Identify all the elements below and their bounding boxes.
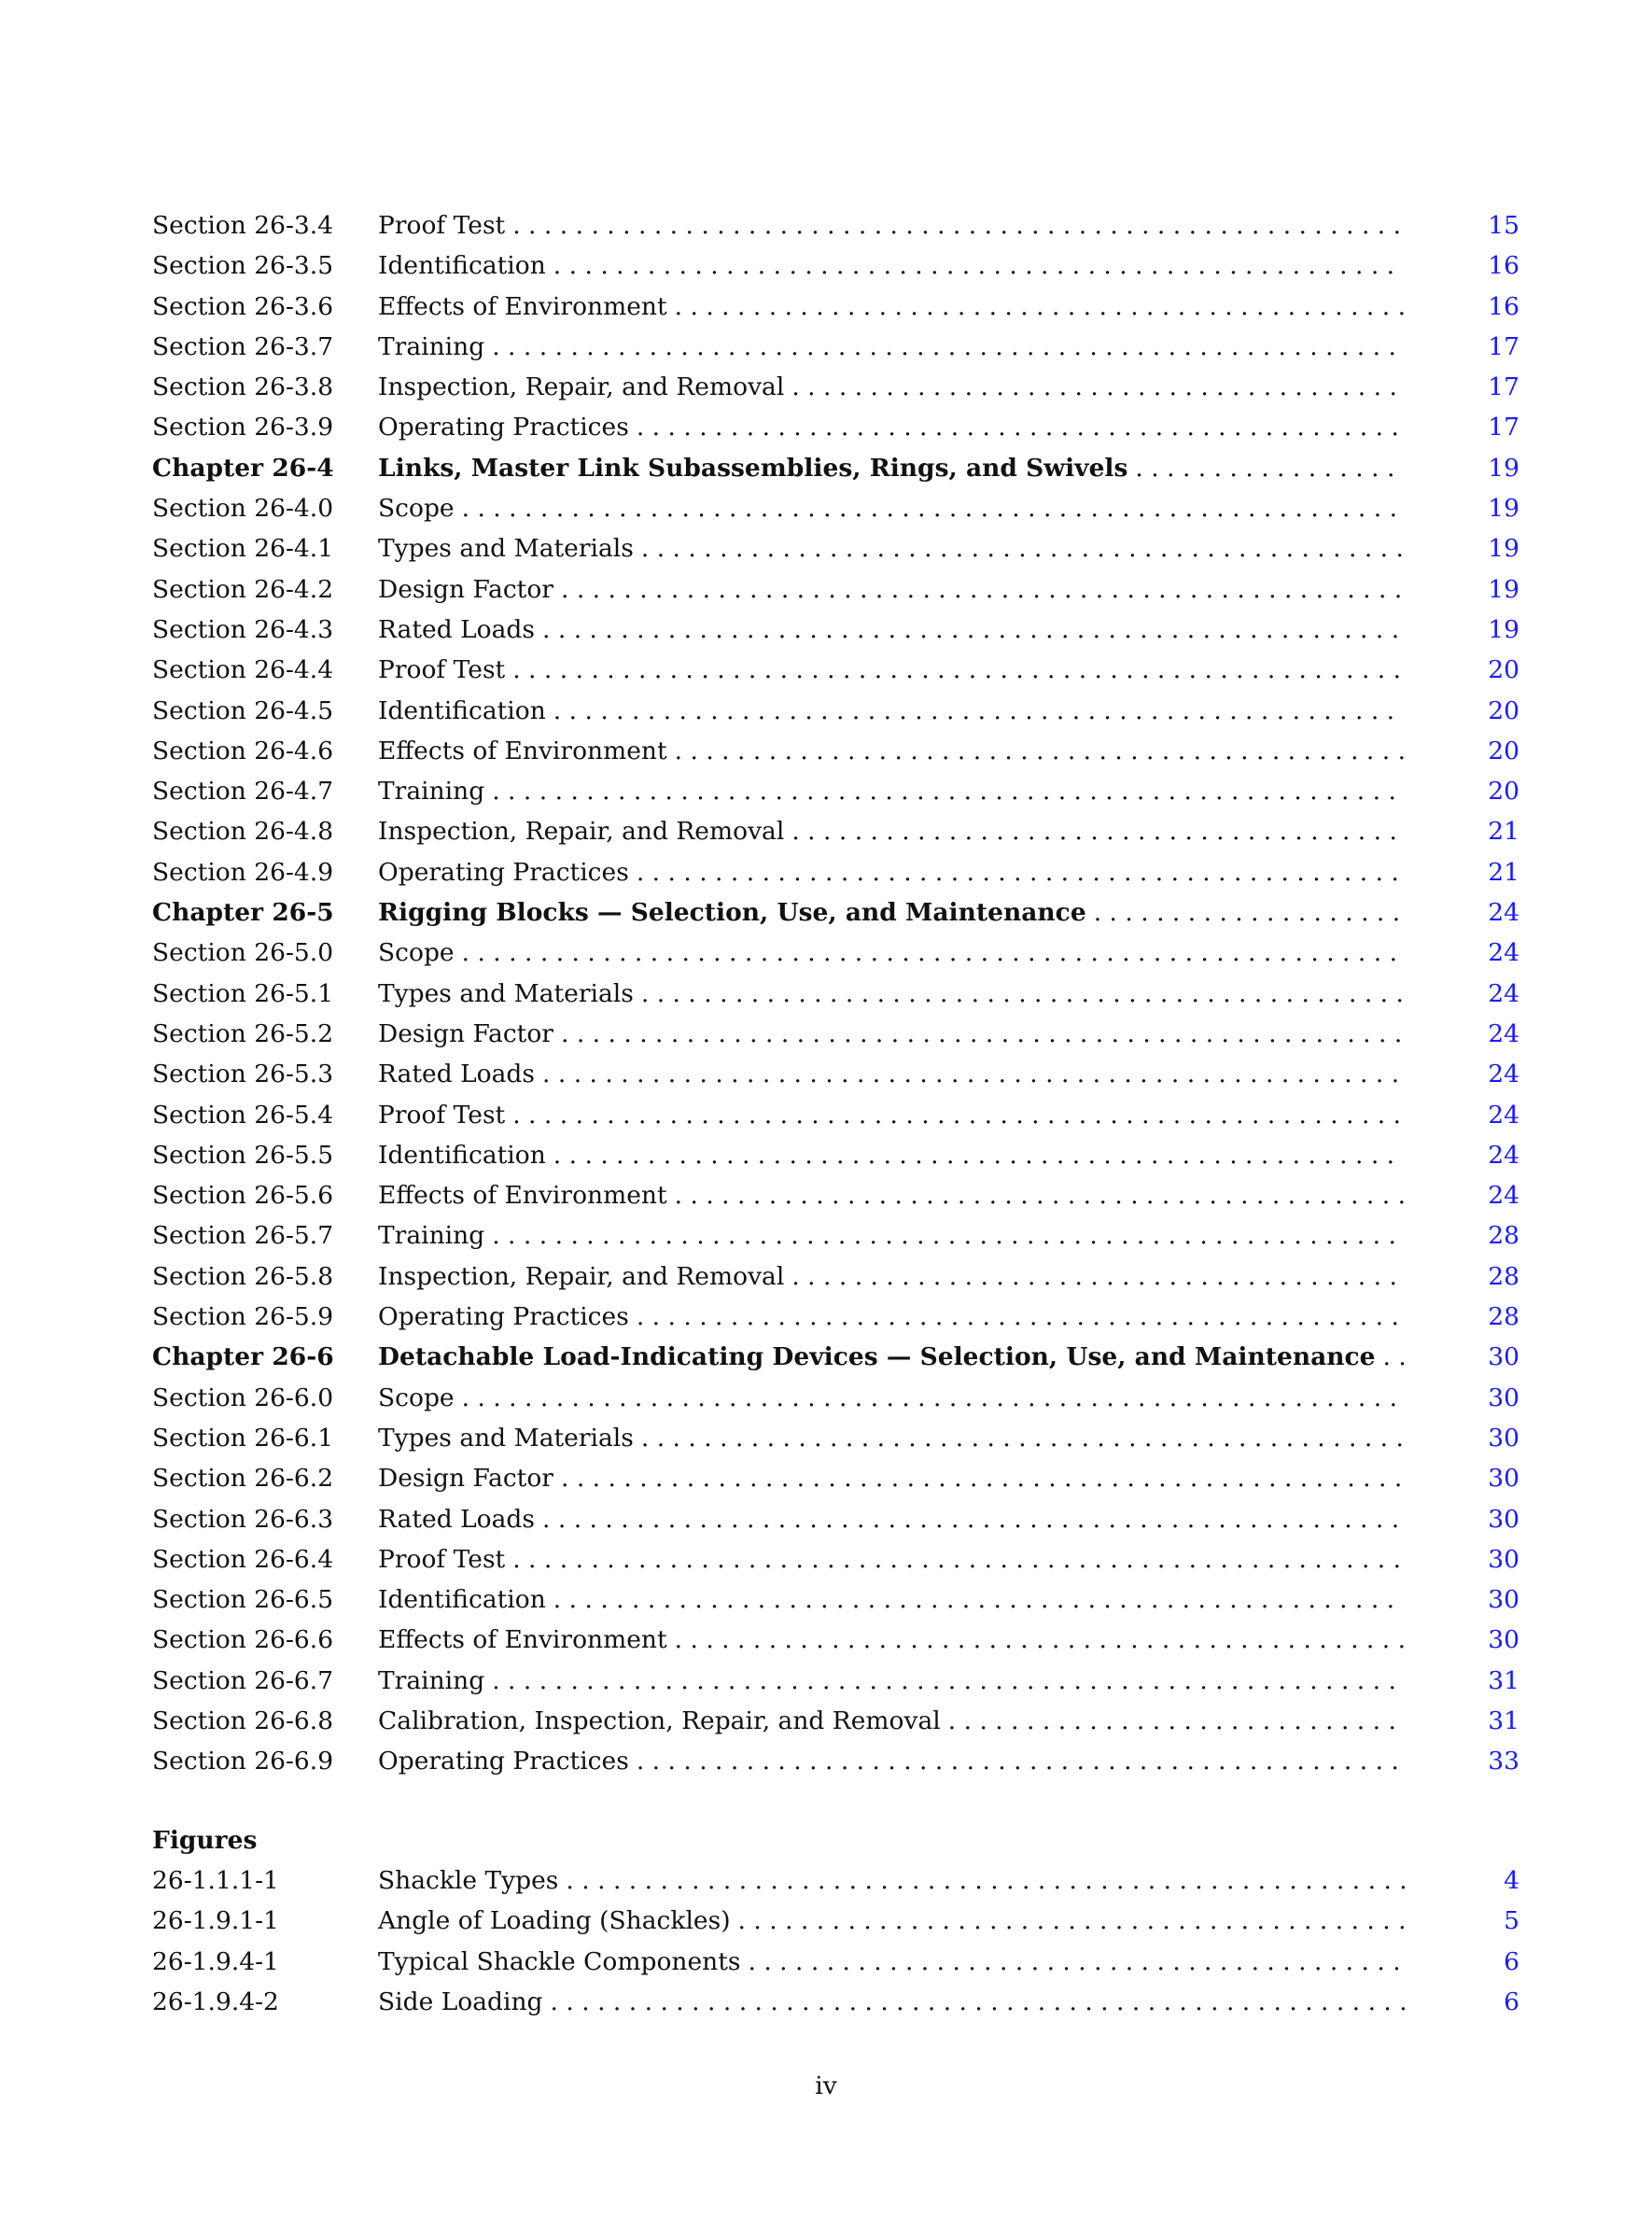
page-link[interactable]: 17: [1488, 372, 1519, 402]
entry-title: Proof Test: [378, 211, 506, 240]
dot-leader: [512, 1539, 1405, 1579]
figures-heading: Figures: [152, 1826, 258, 1855]
entry-label: Section 26-5.0: [152, 938, 334, 968]
entry-label: Chapter 26-6: [152, 1342, 334, 1372]
entry-title: Identification: [378, 1140, 546, 1170]
entry-title: Types and Materials: [378, 978, 634, 1008]
dot-leader: [637, 407, 1405, 447]
entry-title-cell: [378, 1014, 1405, 1054]
entry-title-cell: [378, 1942, 1405, 1982]
page-link[interactable]: 21: [1488, 817, 1519, 847]
entry-label: Chapter 26-4: [152, 453, 334, 483]
entry-title-cell: [378, 287, 1405, 327]
dot-leader: [561, 1458, 1405, 1498]
dot-leader: [561, 1014, 1405, 1054]
dot-leader: [641, 528, 1405, 569]
toc-row[interactable]: [152, 1135, 1519, 1175]
entry-title: Operating Practices: [378, 413, 629, 442]
dot-leader: [1094, 892, 1405, 933]
entry-title: Identification: [378, 695, 546, 725]
entry-label: Section 26-3.7: [152, 331, 334, 361]
page-link[interactable]: 24: [1488, 1060, 1519, 1089]
page-link[interactable]: 30: [1488, 1383, 1519, 1412]
toc-chapter-row[interactable]: [152, 892, 1519, 933]
page-link[interactable]: 30: [1488, 1464, 1519, 1494]
entry-title-cell: [378, 691, 1405, 731]
entry-title-cell: [378, 1215, 1405, 1256]
entry-label: 26-1.1.1-1: [152, 1866, 279, 1895]
dot-leader: [492, 771, 1405, 811]
dot-leader: [512, 650, 1405, 690]
entry-label: Section 26-5.7: [152, 1221, 334, 1251]
entry-label: Chapter 26-5: [152, 898, 334, 928]
toc-row[interactable]: [152, 1378, 1519, 1418]
entry-title: Identification: [378, 251, 546, 281]
entry-label: Section 26-6.6: [152, 1625, 334, 1655]
entry-title: Design Factor: [378, 1464, 553, 1494]
entry-label: 26-1.9.1-1: [152, 1906, 279, 1936]
entry-label: 26-1.9.4-2: [152, 1986, 279, 2016]
entry-title-cell: [378, 1860, 1405, 1901]
dot-leader: [637, 1297, 1405, 1337]
toc-row[interactable]: [152, 1860, 1519, 1901]
entry-label: Section 26-4.7: [152, 777, 334, 807]
figures-list: [152, 1860, 1519, 2022]
dot-leader: [492, 1661, 1405, 1701]
entry-title-cell: [378, 367, 1405, 407]
page-link[interactable]: 17: [1488, 413, 1519, 442]
entry-label: Section 26-3.5: [152, 251, 334, 281]
dot-leader: [553, 1135, 1405, 1175]
entry-title: Operating Practices: [378, 1747, 629, 1776]
toc-row[interactable]: [152, 811, 1519, 851]
page-link[interactable]: 15: [1488, 211, 1519, 240]
entry-title: Types and Materials: [378, 1423, 634, 1453]
dot-leader: [553, 1579, 1405, 1620]
entry-title-cell: [378, 974, 1405, 1014]
entry-title-cell: [378, 1661, 1405, 1701]
entry-label: Section 26-4.2: [152, 574, 334, 604]
entry-title: Proof Test: [378, 1544, 506, 1574]
entry-title: Typical Shackle Components: [378, 1946, 741, 1976]
entry-label: Section 26-5.8: [152, 1261, 334, 1291]
toc-row[interactable]: [152, 610, 1519, 650]
toc-row[interactable]: [152, 1297, 1519, 1337]
page-link[interactable]: 17: [1488, 331, 1519, 361]
entry-label: Section 26-5.2: [152, 1018, 334, 1048]
dot-leader: [641, 974, 1405, 1014]
page-link[interactable]: 28: [1488, 1302, 1519, 1332]
page-link[interactable]: 16: [1488, 251, 1519, 281]
toc-row[interactable]: [152, 1701, 1519, 1741]
entry-label: Section 26-6.0: [152, 1383, 334, 1412]
page-link[interactable]: 20: [1488, 695, 1519, 725]
entry-title-cell: [378, 1539, 1405, 1579]
dot-leader: [512, 1095, 1405, 1135]
entry-label: Section 26-3.4: [152, 211, 334, 240]
entry-title-cell: [378, 1337, 1405, 1377]
toc-row[interactable]: [152, 1458, 1519, 1498]
dot-leader: [561, 569, 1405, 610]
entry-title-cell: [378, 1095, 1405, 1135]
page-link[interactable]: 30: [1488, 1342, 1519, 1372]
dot-leader: [462, 1378, 1405, 1418]
page-link[interactable]: 30: [1488, 1544, 1519, 1574]
entry-title: Rated Loads: [378, 1060, 535, 1089]
entry-title-cell: [378, 488, 1405, 528]
entry-title-cell: [378, 1297, 1405, 1337]
entry-label: Section 26-4.1: [152, 534, 334, 564]
toc-row[interactable]: [152, 731, 1519, 771]
entry-title: Links, Master Link Subassemblies, Rings, and Swivels: [378, 453, 1128, 483]
entry-title: Proof Test: [378, 1100, 506, 1130]
dot-leader: [641, 1418, 1405, 1458]
entry-title-cell: [378, 610, 1405, 650]
toc-row[interactable]: [152, 650, 1519, 690]
toc-row[interactable]: [152, 1014, 1519, 1054]
entry-label: Section 26-6.4: [152, 1544, 334, 1574]
toc-row[interactable]: [152, 933, 1519, 973]
page-link[interactable]: 19: [1488, 574, 1519, 604]
entry-title: Identification: [378, 1585, 546, 1615]
entry-title: Shackle Types: [378, 1866, 559, 1895]
entry-title: Proof Test: [378, 655, 506, 685]
page-link[interactable]: 20: [1488, 655, 1519, 685]
entry-label: Section 26-6.7: [152, 1665, 334, 1695]
toc-row[interactable]: [152, 327, 1519, 367]
entry-title: Effects of Environment: [378, 291, 667, 321]
entry-title-cell: [378, 1135, 1405, 1175]
dot-leader: [791, 811, 1405, 851]
toc-row[interactable]: [152, 205, 1519, 246]
entry-title: Scope: [378, 494, 455, 524]
entry-title-cell: [378, 1579, 1405, 1620]
entry-title: Effects of Environment: [378, 1181, 667, 1211]
page-link[interactable]: 19: [1488, 453, 1519, 483]
entry-label: Section 26-4.0: [152, 494, 334, 524]
page-link[interactable]: 6: [1504, 1946, 1519, 1976]
dot-leader: [566, 1860, 1405, 1901]
entry-title-cell: [378, 1620, 1405, 1660]
toc-row[interactable]: [152, 287, 1519, 327]
page-link[interactable]: 30: [1488, 1423, 1519, 1453]
page-link[interactable]: 19: [1488, 534, 1519, 564]
page-link[interactable]: 24: [1488, 1181, 1519, 1211]
page-link[interactable]: 31: [1488, 1665, 1519, 1695]
toc-row[interactable]: [152, 407, 1519, 447]
entry-title-cell: [378, 1982, 1405, 2022]
dot-leader: [738, 1901, 1405, 1941]
dot-leader: [512, 205, 1405, 246]
entry-title: Scope: [378, 938, 455, 968]
entry-title-cell: [378, 1701, 1405, 1741]
entry-title: Training: [378, 1221, 485, 1251]
entry-label: Section 26-3.8: [152, 372, 334, 402]
entry-title: Rated Loads: [378, 1504, 535, 1534]
entry-title: Inspection, Repair, and Removal: [378, 817, 785, 847]
page-link[interactable]: 30: [1488, 1625, 1519, 1655]
entry-title-cell: [378, 771, 1405, 811]
toc-row[interactable]: [152, 691, 1519, 731]
dot-leader: [542, 610, 1405, 650]
entry-title: Training: [378, 777, 485, 807]
dot-leader: [637, 1741, 1405, 1781]
dot-leader: [542, 1054, 1405, 1094]
dot-leader: [675, 287, 1405, 327]
toc-row[interactable]: [152, 246, 1519, 286]
toc-row[interactable]: [152, 1539, 1519, 1579]
entry-title: Scope: [378, 1383, 455, 1412]
dot-leader: [551, 1982, 1405, 2022]
dot-leader: [553, 691, 1405, 731]
entry-title-cell: [378, 1256, 1405, 1297]
entry-title: Rated Loads: [378, 614, 535, 644]
page-link[interactable]: 24: [1488, 1100, 1519, 1130]
entry-title: Calibration, Inspection, Repair, and Removal: [378, 1706, 941, 1735]
page-link[interactable]: 20: [1488, 736, 1519, 765]
page-link[interactable]: 20: [1488, 777, 1519, 807]
entry-title: Rigging Blocks — Selection, Use, and Maintenance: [378, 898, 1086, 928]
entry-title-cell: [378, 1175, 1405, 1215]
page-link[interactable]: 24: [1488, 1140, 1519, 1170]
toc-row[interactable]: [152, 1418, 1519, 1458]
entry-label: Section 26-5.5: [152, 1140, 334, 1170]
page-number: iv: [815, 2071, 837, 2100]
entry-label: Section 26-3.6: [152, 291, 334, 321]
entry-label: Section 26-5.3: [152, 1060, 334, 1089]
entry-label: Section 26-4.4: [152, 655, 334, 685]
toc-row[interactable]: [152, 1620, 1519, 1660]
entry-label: 26-1.9.4-1: [152, 1946, 279, 1976]
toc-row[interactable]: [152, 1942, 1519, 1982]
toc-chapter-row[interactable]: [152, 448, 1519, 488]
entry-title: Operating Practices: [378, 857, 629, 887]
dot-leader: [675, 731, 1405, 771]
entry-label: Section 26-6.8: [152, 1706, 334, 1735]
dot-leader: [637, 852, 1405, 892]
page-link[interactable]: 5: [1504, 1906, 1519, 1936]
dot-leader: [1135, 448, 1405, 488]
dot-leader: [675, 1175, 1405, 1215]
entry-title: Operating Practices: [378, 1302, 629, 1332]
dot-leader: [553, 246, 1405, 286]
dot-leader: [492, 327, 1405, 367]
page-link[interactable]: 31: [1488, 1706, 1519, 1735]
page-link[interactable]: 24: [1488, 938, 1519, 968]
page-link[interactable]: 24: [1488, 898, 1519, 928]
entry-title-cell: [378, 1741, 1405, 1781]
entry-title-cell: [378, 246, 1405, 286]
entry-label: Section 26-4.5: [152, 695, 334, 725]
entry-title: Angle of Loading (Shackles): [378, 1906, 731, 1936]
entry-title: Effects of Environment: [378, 736, 667, 765]
entry-label: Section 26-6.2: [152, 1464, 334, 1494]
toc-row[interactable]: [152, 488, 1519, 528]
entry-title: Side Loading: [378, 1986, 543, 2016]
page-link[interactable]: 16: [1488, 291, 1519, 321]
entry-title-cell: [378, 933, 1405, 973]
toc-row[interactable]: [152, 1579, 1519, 1620]
page-link[interactable]: 19: [1488, 494, 1519, 524]
entry-title: Inspection, Repair, and Removal: [378, 372, 785, 402]
dot-leader: [791, 1256, 1405, 1297]
dot-leader: [1383, 1337, 1405, 1377]
entry-title-cell: [378, 852, 1405, 892]
entry-title: Design Factor: [378, 1018, 553, 1048]
entry-label: Section 26-5.9: [152, 1302, 334, 1332]
entry-label: Section 26-5.6: [152, 1181, 334, 1211]
entry-label: Section 26-4.3: [152, 614, 334, 644]
entry-title-cell: [378, 1458, 1405, 1498]
entry-title-cell: [378, 407, 1405, 447]
entry-title: Inspection, Repair, and Removal: [378, 1261, 785, 1291]
page-link[interactable]: 33: [1488, 1747, 1519, 1776]
toc-row[interactable]: [152, 1215, 1519, 1256]
toc-row[interactable]: [152, 1095, 1519, 1135]
page-link[interactable]: 6: [1504, 1986, 1519, 2016]
page-link[interactable]: 19: [1488, 614, 1519, 644]
toc-row[interactable]: [152, 367, 1519, 407]
toc-row[interactable]: [152, 1901, 1519, 1941]
page-link[interactable]: 28: [1488, 1261, 1519, 1291]
entry-title-cell: [378, 528, 1405, 569]
table-of-contents: [152, 205, 1519, 1782]
toc-row[interactable]: [152, 1175, 1519, 1215]
entry-label: Section 26-4.8: [152, 817, 334, 847]
entry-title-cell: [378, 1418, 1405, 1458]
dot-leader: [492, 1215, 1405, 1256]
entry-label: Section 26-6.3: [152, 1504, 334, 1534]
entry-title-cell: [378, 1901, 1405, 1941]
entry-label: Section 26-6.1: [152, 1423, 334, 1453]
toc-row[interactable]: [152, 1499, 1519, 1539]
entry-title-cell: [378, 811, 1405, 851]
entry-title: Types and Materials: [378, 534, 634, 564]
dot-leader: [462, 488, 1405, 528]
entry-label: Section 26-4.6: [152, 736, 334, 765]
entry-title-cell: [378, 205, 1405, 246]
toc-row[interactable]: [152, 1982, 1519, 2022]
entry-title-cell: [378, 327, 1405, 367]
entry-title-cell: [378, 448, 1405, 488]
entry-title-cell: [378, 731, 1405, 771]
entry-title: Effects of Environment: [378, 1625, 667, 1655]
toc-chapter-row[interactable]: [152, 1337, 1519, 1377]
entry-title-cell: [378, 1499, 1405, 1539]
entry-label: Section 26-6.5: [152, 1585, 334, 1615]
entry-title: Design Factor: [378, 574, 553, 604]
entry-label: Section 26-5.4: [152, 1100, 334, 1130]
page-link[interactable]: 21: [1488, 857, 1519, 887]
page-link[interactable]: 24: [1488, 1018, 1519, 1048]
toc-row[interactable]: [152, 1054, 1519, 1094]
dot-leader: [748, 1942, 1405, 1982]
entry-title-cell: [378, 569, 1405, 610]
toc-row[interactable]: [152, 1741, 1519, 1781]
entry-title-cell: [378, 1378, 1405, 1418]
dot-leader: [542, 1499, 1405, 1539]
toc-row[interactable]: [152, 528, 1519, 569]
toc-row[interactable]: [152, 1256, 1519, 1297]
entry-title: Training: [378, 1665, 485, 1695]
entry-label: Section 26-4.9: [152, 857, 334, 887]
page-link[interactable]: 30: [1488, 1504, 1519, 1534]
dot-leader: [948, 1701, 1405, 1741]
dot-leader: [462, 933, 1405, 973]
entry-title-cell: [378, 650, 1405, 690]
entry-label: Section 26-5.1: [152, 978, 334, 1008]
page-link[interactable]: 24: [1488, 978, 1519, 1008]
entry-label: Section 26-6.9: [152, 1747, 334, 1776]
entry-title: Detachable Load-Indicating Devices — Selection, Use, and Maintenance: [378, 1342, 1376, 1372]
toc-row[interactable]: [152, 1661, 1519, 1701]
dot-leader: [791, 367, 1405, 407]
toc-row[interactable]: [152, 974, 1519, 1014]
toc-row[interactable]: [152, 771, 1519, 811]
entry-title-cell: [378, 1054, 1405, 1094]
entry-label: Section 26-3.9: [152, 413, 334, 442]
page-link[interactable]: 28: [1488, 1221, 1519, 1251]
toc-row[interactable]: [152, 569, 1519, 610]
page-link[interactable]: 30: [1488, 1585, 1519, 1615]
page-link[interactable]: 4: [1504, 1866, 1519, 1895]
dot-leader: [675, 1620, 1405, 1660]
entry-title: Training: [378, 331, 485, 361]
entry-title-cell: [378, 892, 1405, 933]
toc-row[interactable]: [152, 852, 1519, 892]
